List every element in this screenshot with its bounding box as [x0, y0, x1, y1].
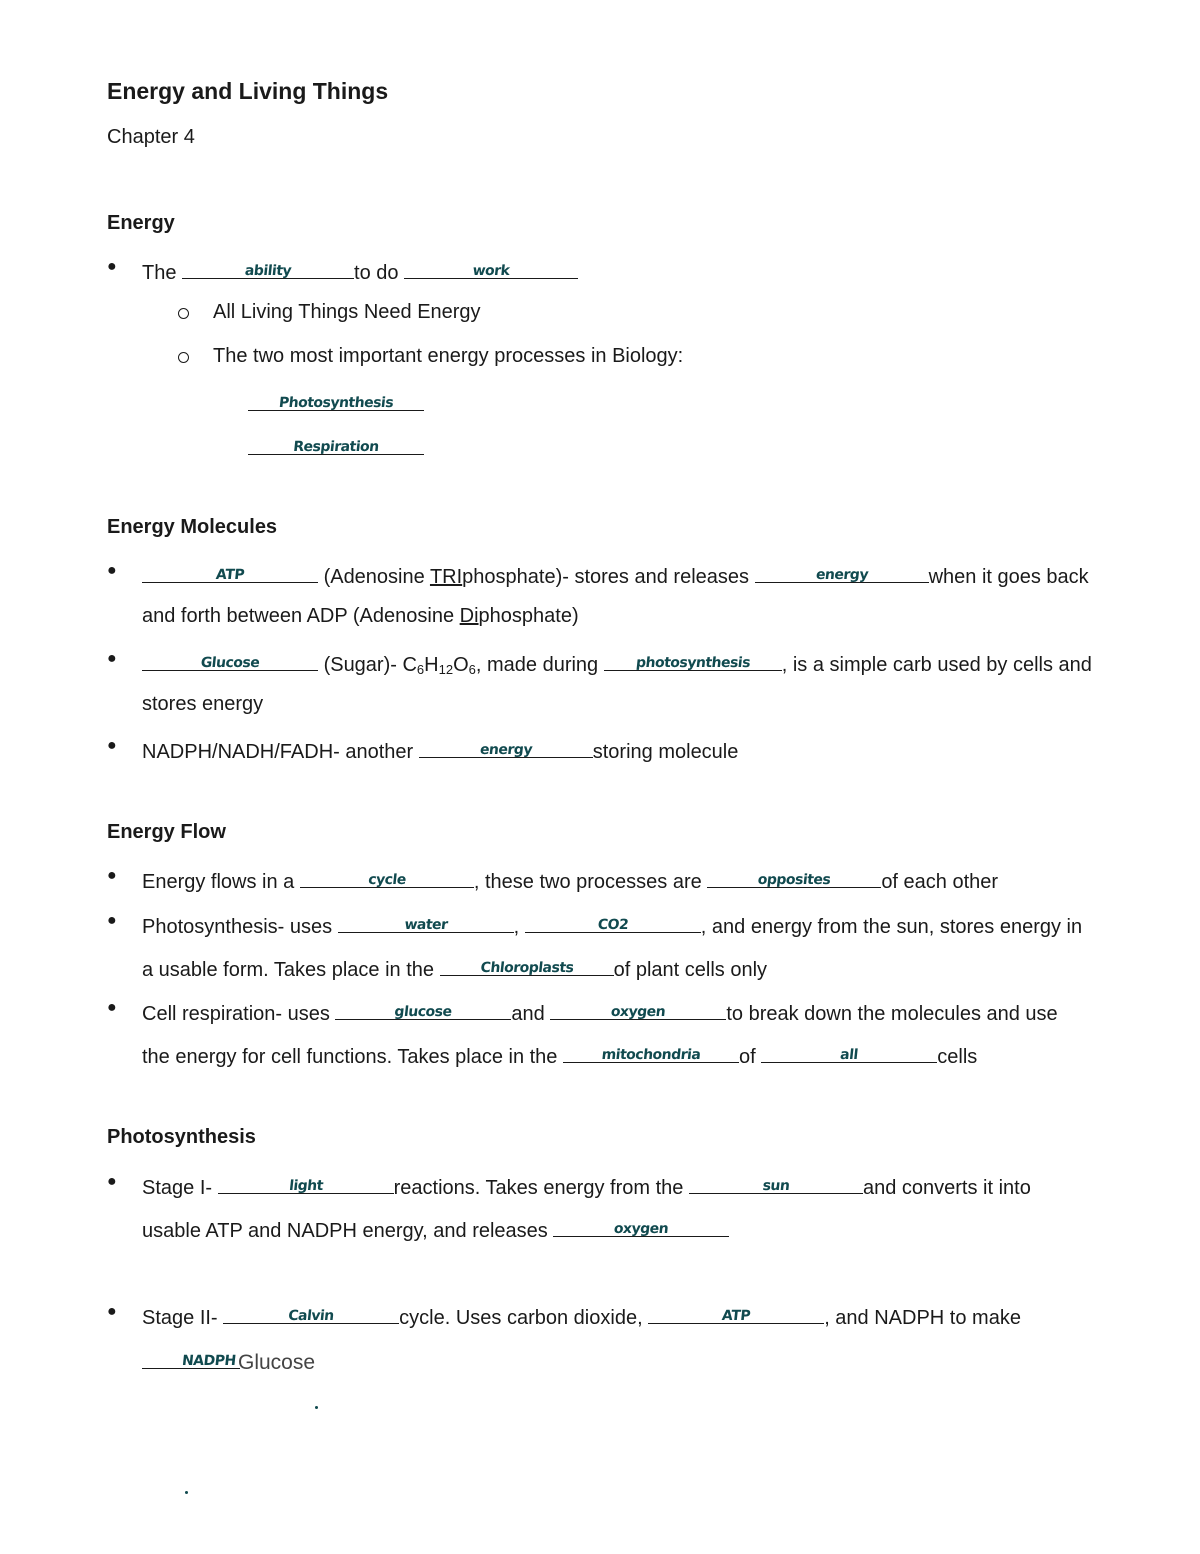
stray-mark: [315, 1406, 318, 1409]
section-heading-energy-flow: Energy Flow: [107, 821, 226, 843]
blank-energy-2[interactable]: energy: [419, 735, 593, 758]
flow-line-2: Photosynthesis- uses water , CO2 , and energy from the sun, stores energy in: [142, 910, 1082, 939]
blank-light[interactable]: light: [218, 1171, 394, 1194]
blank-work[interactable]: work: [404, 256, 578, 279]
bullet-icon: ●: [107, 258, 117, 275]
glucose-line-2: stores energy: [142, 693, 264, 715]
blank-all[interactable]: all: [761, 1040, 937, 1063]
blank-mitochondria[interactable]: mitochondria: [563, 1040, 739, 1063]
process-line-1: [248, 388, 424, 417]
stage2-line-2: [142, 1346, 317, 1375]
flow-line-1: Energy flows in a cycle , these two processes are opposites of each other: [142, 865, 998, 894]
blank-ability[interactable]: ability: [182, 256, 354, 279]
page-title: Energy and Living Things: [107, 78, 389, 104]
stray-mark: [185, 1491, 188, 1494]
flow-line-3: Cell respiration- uses glucose and oxygen to break down the molecules and use: [142, 997, 1058, 1026]
stage1-line: Stage I- light reactions. Takes energy from the sun and converts it into: [142, 1171, 1031, 1200]
blank-sun[interactable]: sun: [689, 1171, 863, 1194]
blank-nadph[interactable]: NADPH: [142, 1346, 240, 1369]
bullet-icon: ●: [107, 1303, 117, 1320]
stage2-line: Stage II- Calvin cycle. Uses carbon dioxide, ATP , and NADPH to make: [142, 1301, 1021, 1330]
section-heading-energy: Energy: [107, 212, 175, 234]
blank-calvin[interactable]: Calvin: [223, 1301, 399, 1324]
blank-opposites[interactable]: opposites: [707, 865, 881, 888]
stage1-line-2: usable ATP and NADPH energy, and releases oxygen: [142, 1214, 729, 1243]
blank-atp[interactable]: ATP: [142, 560, 318, 583]
chapter-label: Chapter 4: [107, 126, 195, 148]
energy-definition-line: The ability to do work: [142, 256, 578, 285]
section-heading-photosynthesis: Photosynthesis: [107, 1126, 256, 1148]
bullet-icon: ●: [107, 650, 117, 667]
flow-line-2b: a usable form. Takes place in the Chloroplasts of plant cells only: [142, 953, 767, 982]
blank-glucose[interactable]: Glucose: [142, 648, 318, 671]
blank-oxygen[interactable]: oxygen: [550, 997, 726, 1020]
atp-line-2: and forth between ADP (Adenosine Diphosphate): [142, 605, 579, 627]
section-heading-energy-molecules: Energy Molecules: [107, 516, 278, 538]
glucose-line: Glucose (Sugar)- $C_6H_{12}O_6$, made during photosynthesis , is a simple carb used by cells and: [142, 648, 1092, 677]
sub-bullet-icon: [178, 308, 189, 319]
blank-chloroplasts[interactable]: Chloroplasts: [440, 953, 614, 976]
nadph-line: NADPH/NADH/FADH- another energy storing molecule: [142, 735, 738, 764]
bullet-icon: ●: [107, 1173, 117, 1190]
flow-line-3b: the energy for cell functions. Takes place in the mitochondria of all cells: [142, 1040, 977, 1069]
energy-sub-2: The two most important energy processes in Biology:: [213, 345, 684, 367]
blank-energy[interactable]: energy: [755, 560, 929, 583]
bullet-icon: ●: [107, 912, 117, 929]
bullet-icon: ●: [107, 737, 117, 754]
blank-photosynthesis[interactable]: Photosynthesis: [248, 388, 424, 411]
blank-atp-2[interactable]: ATP: [648, 1301, 824, 1324]
process-line-2: [248, 432, 424, 461]
blank-glucose-2[interactable]: glucose: [335, 997, 511, 1020]
bullet-icon: ●: [107, 562, 117, 579]
blank-co2[interactable]: CO2: [525, 910, 701, 933]
energy-sub-1: All Living Things Need Energy: [213, 301, 481, 323]
bullet-icon: ●: [107, 999, 117, 1016]
bullet-icon: ●: [107, 867, 117, 884]
sub-bullet-icon: [178, 352, 189, 363]
atp-line: ATP (Adenosine TRIphosphate)- stores and releases energy when it goes back: [142, 560, 1089, 589]
typed-glucose-text: Glucose: [238, 1351, 316, 1374]
blank-photosynthesis-2[interactable]: photosynthesis: [604, 648, 782, 671]
blank-water[interactable]: water: [338, 910, 514, 933]
blank-cycle[interactable]: cycle: [300, 865, 474, 888]
blank-oxygen-2[interactable]: oxygen: [553, 1214, 729, 1237]
blank-respiration[interactable]: Respiration: [248, 432, 424, 455]
